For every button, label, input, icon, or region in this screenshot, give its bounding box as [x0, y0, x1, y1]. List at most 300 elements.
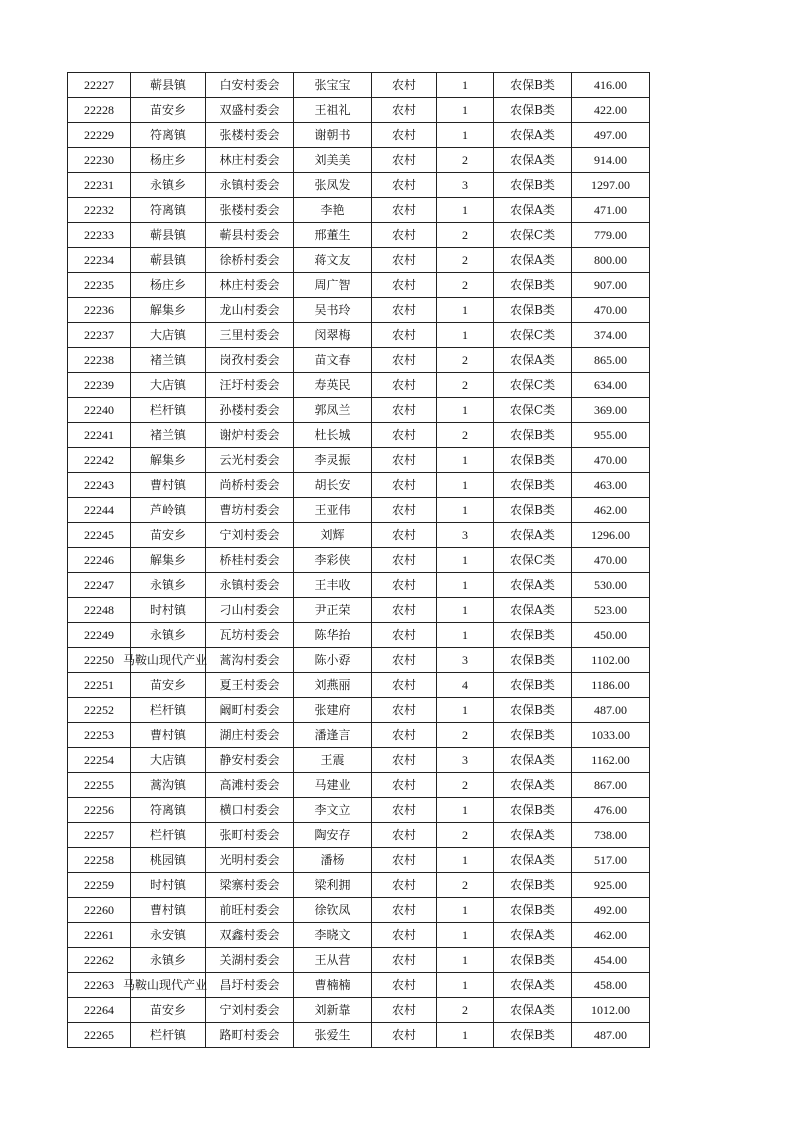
cell-id: 22230	[68, 148, 131, 173]
table-row	[68, 298, 650, 323]
table-row	[68, 823, 650, 848]
cell-count: 1	[437, 323, 494, 348]
cell-committee: 永镇村委会	[206, 573, 294, 598]
cell-count: 4	[437, 673, 494, 698]
cell-count: 1	[437, 973, 494, 998]
cell-town: 栏杆镇	[131, 1023, 206, 1048]
table-row	[68, 923, 650, 948]
cell-name: 张宝宝	[294, 73, 372, 98]
cell-id: 22254	[68, 748, 131, 773]
cell-category: 农保B类	[494, 873, 572, 898]
cell-name: 马建业	[294, 773, 372, 798]
cell-count: 1	[437, 798, 494, 823]
cell-count: 2	[437, 873, 494, 898]
cell-category: 农保B类	[494, 73, 572, 98]
table-row	[68, 723, 650, 748]
cell-name: 尹正荣	[294, 598, 372, 623]
cell-name: 刘美美	[294, 148, 372, 173]
cell-count: 2	[437, 773, 494, 798]
cell-town: 时村镇	[131, 873, 206, 898]
cell-type: 农村	[372, 223, 437, 248]
cell-id: 22232	[68, 198, 131, 223]
cell-amount: 634.00	[572, 373, 650, 398]
cell-town: 蕲县镇	[131, 223, 206, 248]
cell-type: 农村	[372, 698, 437, 723]
cell-town: 马鞍山现代产业	[131, 648, 206, 673]
cell-town: 桃园镇	[131, 848, 206, 873]
cell-type: 农村	[372, 998, 437, 1023]
cell-town: 永镇乡	[131, 948, 206, 973]
cell-committee: 曹坊村委会	[206, 498, 294, 523]
table-row	[68, 473, 650, 498]
cell-name: 李晓文	[294, 923, 372, 948]
cell-name: 陶安存	[294, 823, 372, 848]
cell-committee: 林庄村委会	[206, 148, 294, 173]
cell-category: 农保C类	[494, 548, 572, 573]
cell-count: 1	[437, 598, 494, 623]
cell-name: 李文立	[294, 798, 372, 823]
cell-id: 22233	[68, 223, 131, 248]
table-row	[68, 98, 650, 123]
table-row	[68, 648, 650, 673]
cell-category: 农保B类	[494, 1023, 572, 1048]
cell-category: 农保A类	[494, 848, 572, 873]
table-row	[68, 698, 650, 723]
table-row	[68, 573, 650, 598]
cell-type: 农村	[372, 523, 437, 548]
cell-amount: 470.00	[572, 298, 650, 323]
cell-town: 符离镇	[131, 198, 206, 223]
cell-type: 农村	[372, 398, 437, 423]
cell-type: 农村	[372, 598, 437, 623]
cell-type: 农村	[372, 298, 437, 323]
cell-amount: 1297.00	[572, 173, 650, 198]
cell-committee: 谢炉村委会	[206, 423, 294, 448]
cell-town: 褚兰镇	[131, 348, 206, 373]
cell-amount: 450.00	[572, 623, 650, 648]
cell-id: 22257	[68, 823, 131, 848]
cell-name: 刘新靠	[294, 998, 372, 1023]
cell-count: 2	[437, 223, 494, 248]
cell-committee: 徐桥村委会	[206, 248, 294, 273]
cell-town: 符离镇	[131, 798, 206, 823]
table-row	[68, 748, 650, 773]
cell-committee: 永镇村委会	[206, 173, 294, 198]
cell-town: 曹村镇	[131, 723, 206, 748]
cell-id: 22260	[68, 898, 131, 923]
table-row	[68, 423, 650, 448]
cell-category: 农保A类	[494, 923, 572, 948]
cell-type: 农村	[372, 548, 437, 573]
cell-id: 22250	[68, 648, 131, 673]
cell-type: 农村	[372, 798, 437, 823]
cell-town: 永镇乡	[131, 623, 206, 648]
table-row	[68, 448, 650, 473]
cell-category: 农保B类	[494, 698, 572, 723]
cell-id: 22263	[68, 973, 131, 998]
cell-count: 1	[437, 948, 494, 973]
cell-type: 农村	[372, 948, 437, 973]
cell-count: 2	[437, 423, 494, 448]
cell-committee: 双鑫村委会	[206, 923, 294, 948]
table-row	[68, 848, 650, 873]
cell-name: 徐钦凤	[294, 898, 372, 923]
cell-id: 22240	[68, 398, 131, 423]
allowance-table	[67, 72, 650, 1048]
cell-town: 栏杆镇	[131, 823, 206, 848]
cell-count: 1	[437, 198, 494, 223]
cell-committee: 张楼村委会	[206, 198, 294, 223]
cell-amount: 865.00	[572, 348, 650, 373]
cell-count: 2	[437, 823, 494, 848]
cell-name: 曹楠楠	[294, 973, 372, 998]
cell-count: 1	[437, 573, 494, 598]
table-row	[68, 248, 650, 273]
cell-town: 栏杆镇	[131, 698, 206, 723]
cell-id: 22228	[68, 98, 131, 123]
cell-amount: 487.00	[572, 1023, 650, 1048]
cell-count: 1	[437, 548, 494, 573]
cell-name: 张凤发	[294, 173, 372, 198]
cell-count: 3	[437, 648, 494, 673]
cell-category: 农保A类	[494, 123, 572, 148]
cell-category: 农保A类	[494, 598, 572, 623]
cell-count: 1	[437, 123, 494, 148]
cell-town: 苗安乡	[131, 998, 206, 1023]
cell-type: 农村	[372, 898, 437, 923]
cell-amount: 1012.00	[572, 998, 650, 1023]
table-row	[68, 198, 650, 223]
cell-id: 22264	[68, 998, 131, 1023]
cell-committee: 龙山村委会	[206, 298, 294, 323]
cell-amount: 369.00	[572, 398, 650, 423]
cell-amount: 907.00	[572, 273, 650, 298]
cell-type: 农村	[372, 748, 437, 773]
cell-id: 22253	[68, 723, 131, 748]
cell-category: 农保A类	[494, 998, 572, 1023]
table-row	[68, 223, 650, 248]
cell-category: 农保B类	[494, 273, 572, 298]
cell-name: 刘燕丽	[294, 673, 372, 698]
cell-count: 2	[437, 148, 494, 173]
cell-committee: 阚町村委会	[206, 698, 294, 723]
cell-category: 农保C类	[494, 323, 572, 348]
cell-committee: 云光村委会	[206, 448, 294, 473]
cell-name: 李灵振	[294, 448, 372, 473]
cell-amount: 422.00	[572, 98, 650, 123]
cell-type: 农村	[372, 98, 437, 123]
cell-category: 农保C类	[494, 373, 572, 398]
cell-id: 22236	[68, 298, 131, 323]
cell-id: 22249	[68, 623, 131, 648]
cell-id: 22247	[68, 573, 131, 598]
cell-id: 22256	[68, 798, 131, 823]
cell-count: 1	[437, 448, 494, 473]
cell-type: 农村	[372, 423, 437, 448]
cell-amount: 800.00	[572, 248, 650, 273]
cell-name: 王从营	[294, 948, 372, 973]
table-row	[68, 498, 650, 523]
cell-committee: 关湖村委会	[206, 948, 294, 973]
table-row	[68, 898, 650, 923]
cell-count: 1	[437, 473, 494, 498]
cell-town: 蕲县镇	[131, 248, 206, 273]
cell-town: 大店镇	[131, 323, 206, 348]
cell-id: 22241	[68, 423, 131, 448]
table-row	[68, 623, 650, 648]
cell-name: 谢朝书	[294, 123, 372, 148]
cell-category: 农保A类	[494, 748, 572, 773]
cell-type: 农村	[372, 623, 437, 648]
cell-name: 苗文春	[294, 348, 372, 373]
cell-type: 农村	[372, 873, 437, 898]
cell-category: 农保A类	[494, 823, 572, 848]
cell-committee: 林庄村委会	[206, 273, 294, 298]
cell-name: 潘逢言	[294, 723, 372, 748]
cell-type: 农村	[372, 823, 437, 848]
cell-town: 蕲县镇	[131, 73, 206, 98]
cell-count: 3	[437, 523, 494, 548]
cell-amount: 1162.00	[572, 748, 650, 773]
cell-name: 刘辉	[294, 523, 372, 548]
cell-id: 22237	[68, 323, 131, 348]
cell-amount: 458.00	[572, 973, 650, 998]
cell-count: 2	[437, 723, 494, 748]
cell-id: 22261	[68, 923, 131, 948]
table-row	[68, 798, 650, 823]
cell-id: 22248	[68, 598, 131, 623]
cell-town: 时村镇	[131, 598, 206, 623]
cell-town: 大店镇	[131, 373, 206, 398]
cell-amount: 463.00	[572, 473, 650, 498]
cell-amount: 779.00	[572, 223, 650, 248]
cell-id: 22246	[68, 548, 131, 573]
cell-category: 农保B类	[494, 298, 572, 323]
cell-name: 郭凤兰	[294, 398, 372, 423]
cell-name: 王亚伟	[294, 498, 372, 523]
cell-amount: 738.00	[572, 823, 650, 848]
cell-committee: 路町村委会	[206, 1023, 294, 1048]
cell-amount: 374.00	[572, 323, 650, 348]
cell-id: 22252	[68, 698, 131, 723]
cell-type: 农村	[372, 323, 437, 348]
cell-town: 永镇乡	[131, 173, 206, 198]
cell-name: 张爱生	[294, 1023, 372, 1048]
cell-committee: 前旺村委会	[206, 898, 294, 923]
cell-committee: 孙楼村委会	[206, 398, 294, 423]
cell-amount: 523.00	[572, 598, 650, 623]
cell-amount: 867.00	[572, 773, 650, 798]
cell-type: 农村	[372, 373, 437, 398]
cell-amount: 476.00	[572, 798, 650, 823]
table-row	[68, 1023, 650, 1048]
cell-committee: 刁山村委会	[206, 598, 294, 623]
cell-type: 农村	[372, 473, 437, 498]
cell-id: 22231	[68, 173, 131, 198]
cell-count: 1	[437, 73, 494, 98]
cell-committee: 静安村委会	[206, 748, 294, 773]
cell-committee: 昌圩村委会	[206, 973, 294, 998]
table-row	[68, 673, 650, 698]
cell-category: 农保A类	[494, 773, 572, 798]
table-row	[68, 148, 650, 173]
cell-count: 1	[437, 498, 494, 523]
cell-name: 周广智	[294, 273, 372, 298]
cell-committee: 瓦坊村委会	[206, 623, 294, 648]
cell-name: 陈华抬	[294, 623, 372, 648]
cell-town: 符离镇	[131, 123, 206, 148]
cell-id: 22262	[68, 948, 131, 973]
table-row	[68, 548, 650, 573]
cell-amount: 454.00	[572, 948, 650, 973]
cell-committee: 双盛村委会	[206, 98, 294, 123]
cell-committee: 夏王村委会	[206, 673, 294, 698]
cell-committee: 尚桥村委会	[206, 473, 294, 498]
cell-category: 农保A类	[494, 248, 572, 273]
cell-town: 解集乡	[131, 298, 206, 323]
cell-town: 杨庄乡	[131, 273, 206, 298]
cell-count: 1	[437, 698, 494, 723]
cell-amount: 416.00	[572, 73, 650, 98]
cell-amount: 497.00	[572, 123, 650, 148]
cell-town: 杨庄乡	[131, 148, 206, 173]
cell-name: 潘杨	[294, 848, 372, 873]
cell-town: 苗安乡	[131, 673, 206, 698]
cell-id: 22235	[68, 273, 131, 298]
cell-amount: 530.00	[572, 573, 650, 598]
cell-id: 22234	[68, 248, 131, 273]
cell-category: 农保B类	[494, 448, 572, 473]
table-row	[68, 873, 650, 898]
cell-count: 3	[437, 173, 494, 198]
cell-category: 农保B类	[494, 98, 572, 123]
cell-name: 李彩侠	[294, 548, 372, 573]
cell-committee: 蒿沟村委会	[206, 648, 294, 673]
cell-category: 农保A类	[494, 573, 572, 598]
cell-type: 农村	[372, 573, 437, 598]
cell-count: 1	[437, 398, 494, 423]
cell-name: 蒋文友	[294, 248, 372, 273]
cell-name: 吴书玲	[294, 298, 372, 323]
cell-town: 永安镇	[131, 923, 206, 948]
cell-committee: 白安村委会	[206, 73, 294, 98]
cell-town: 苗安乡	[131, 523, 206, 548]
cell-type: 农村	[372, 673, 437, 698]
cell-id: 22243	[68, 473, 131, 498]
cell-town: 曹村镇	[131, 473, 206, 498]
cell-id: 22227	[68, 73, 131, 98]
cell-category: 农保B类	[494, 623, 572, 648]
cell-name: 李艳	[294, 198, 372, 223]
cell-name: 王祖礼	[294, 98, 372, 123]
cell-category: 农保B类	[494, 648, 572, 673]
cell-count: 2	[437, 248, 494, 273]
cell-type: 农村	[372, 848, 437, 873]
cell-name: 梁利拥	[294, 873, 372, 898]
cell-name: 杜长城	[294, 423, 372, 448]
cell-category: 农保B类	[494, 498, 572, 523]
cell-amount: 1033.00	[572, 723, 650, 748]
cell-town: 大店镇	[131, 748, 206, 773]
cell-type: 农村	[372, 348, 437, 373]
cell-amount: 487.00	[572, 698, 650, 723]
cell-name: 陈小孬	[294, 648, 372, 673]
table-row	[68, 123, 650, 148]
cell-type: 农村	[372, 973, 437, 998]
table-row	[68, 948, 650, 973]
cell-id: 22245	[68, 523, 131, 548]
cell-type: 农村	[372, 273, 437, 298]
cell-committee: 光明村委会	[206, 848, 294, 873]
cell-category: 农保A类	[494, 348, 572, 373]
cell-category: 农保A类	[494, 523, 572, 548]
cell-amount: 1102.00	[572, 648, 650, 673]
cell-committee: 横口村委会	[206, 798, 294, 823]
cell-committee: 岗孜村委会	[206, 348, 294, 373]
cell-amount: 462.00	[572, 498, 650, 523]
cell-type: 农村	[372, 648, 437, 673]
cell-count: 3	[437, 748, 494, 773]
cell-amount: 517.00	[572, 848, 650, 873]
cell-amount: 914.00	[572, 148, 650, 173]
cell-type: 农村	[372, 198, 437, 223]
cell-category: 农保B类	[494, 723, 572, 748]
cell-committee: 梁寨村委会	[206, 873, 294, 898]
cell-committee: 汪圩村委会	[206, 373, 294, 398]
cell-id: 22251	[68, 673, 131, 698]
cell-committee: 三里村委会	[206, 323, 294, 348]
cell-type: 农村	[372, 448, 437, 473]
cell-committee: 桥桂村委会	[206, 548, 294, 573]
cell-count: 1	[437, 623, 494, 648]
table-row	[68, 323, 650, 348]
cell-type: 农村	[372, 73, 437, 98]
cell-amount: 925.00	[572, 873, 650, 898]
cell-type: 农村	[372, 923, 437, 948]
table-row	[68, 398, 650, 423]
cell-town: 蒿沟镇	[131, 773, 206, 798]
cell-category: 农保B类	[494, 898, 572, 923]
cell-committee: 蕲县村委会	[206, 223, 294, 248]
cell-amount: 1296.00	[572, 523, 650, 548]
cell-category: 农保A类	[494, 198, 572, 223]
table-row	[68, 773, 650, 798]
cell-id: 22255	[68, 773, 131, 798]
cell-category: 农保B类	[494, 948, 572, 973]
cell-id: 22265	[68, 1023, 131, 1048]
cell-id: 22229	[68, 123, 131, 148]
cell-type: 农村	[372, 123, 437, 148]
cell-count: 2	[437, 273, 494, 298]
cell-town: 解集乡	[131, 448, 206, 473]
table-row	[68, 273, 650, 298]
cell-category: 农保C类	[494, 223, 572, 248]
cell-id: 22239	[68, 373, 131, 398]
cell-id: 22259	[68, 873, 131, 898]
cell-town: 褚兰镇	[131, 423, 206, 448]
cell-category: 农保B类	[494, 423, 572, 448]
cell-category: 农保B类	[494, 798, 572, 823]
table-row	[68, 523, 650, 548]
cell-type: 农村	[372, 723, 437, 748]
cell-type: 农村	[372, 173, 437, 198]
cell-count: 1	[437, 923, 494, 948]
cell-count: 2	[437, 373, 494, 398]
table-row	[68, 598, 650, 623]
cell-count: 2	[437, 348, 494, 373]
cell-town: 栏杆镇	[131, 398, 206, 423]
cell-town: 马鞍山现代产业	[131, 973, 206, 998]
